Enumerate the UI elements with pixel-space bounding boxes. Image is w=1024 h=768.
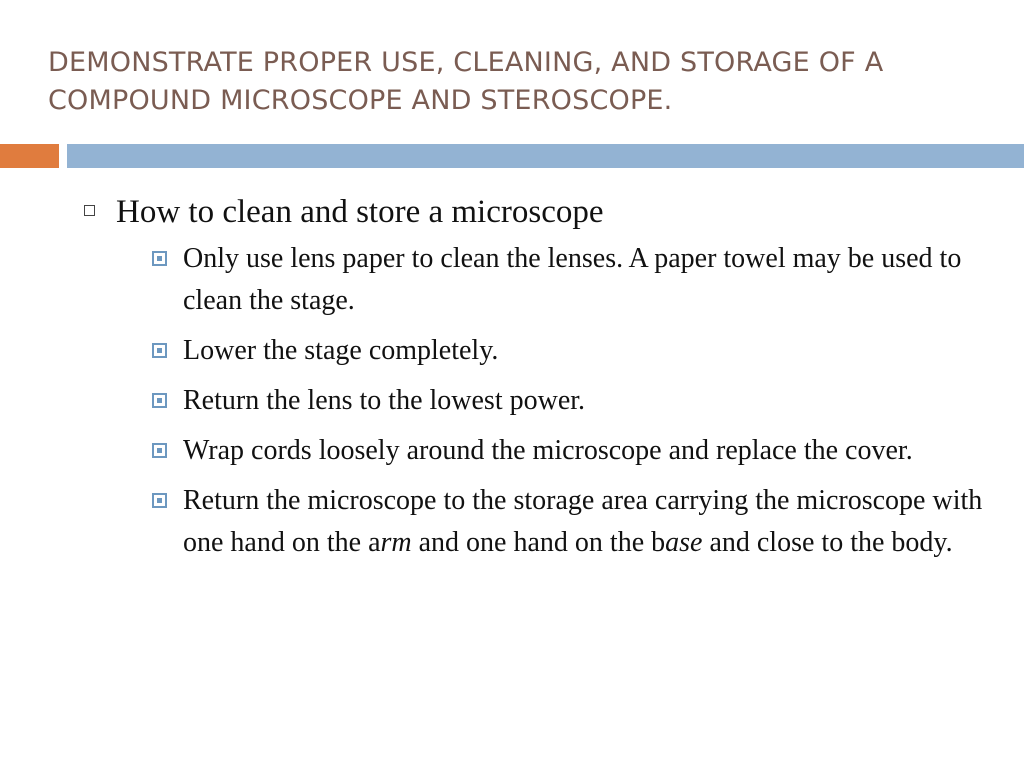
list-item (152, 238, 1003, 322)
accent-bar (0, 144, 59, 168)
list-item-text: Only use lens paper to clean the lenses. A paper towel may be used to clean the stage. (183, 243, 962, 316)
title-divider-bar (67, 144, 1024, 168)
square-bullet-icon (152, 251, 167, 266)
list-item-text-part: and close to the body. (702, 527, 953, 558)
list-item (152, 330, 1003, 372)
slide-title: DEMONSTRATE PROPER USE, CLEANING, AND STORAGE OF A COMPOUND MICROSCOPE AND STEROSCOPE. (48, 47, 884, 116)
list-item-text: Wrap cords loosely around the microscope and replace the cover. (183, 435, 913, 466)
square-bullet-icon (152, 393, 167, 408)
sub-bullet-list (116, 238, 984, 564)
list-item (152, 430, 1003, 472)
list-item-text-part: Return the microscope to the storage area carrying the microscope with one hand on the a (183, 485, 983, 558)
list-item-text-part: and one hand on the b (411, 527, 666, 558)
square-bullet-icon (152, 493, 167, 508)
list-item-text: Return the lens to the lowest power. (183, 385, 586, 416)
list-item-text-italic: rm (380, 527, 412, 558)
square-bullet-icon (152, 343, 167, 358)
list-item-text-italic: ase (665, 527, 703, 558)
list-item (152, 380, 1003, 422)
list-item-heading (84, 190, 984, 564)
heading-text: How to clean and store a microscope (116, 194, 604, 230)
list-item-text: Lower the stage completely. (183, 335, 499, 366)
square-bullet-icon (152, 443, 167, 458)
hollow-square-bullet-icon (84, 205, 95, 216)
bullet-list (84, 190, 984, 572)
list-item (152, 480, 1003, 564)
